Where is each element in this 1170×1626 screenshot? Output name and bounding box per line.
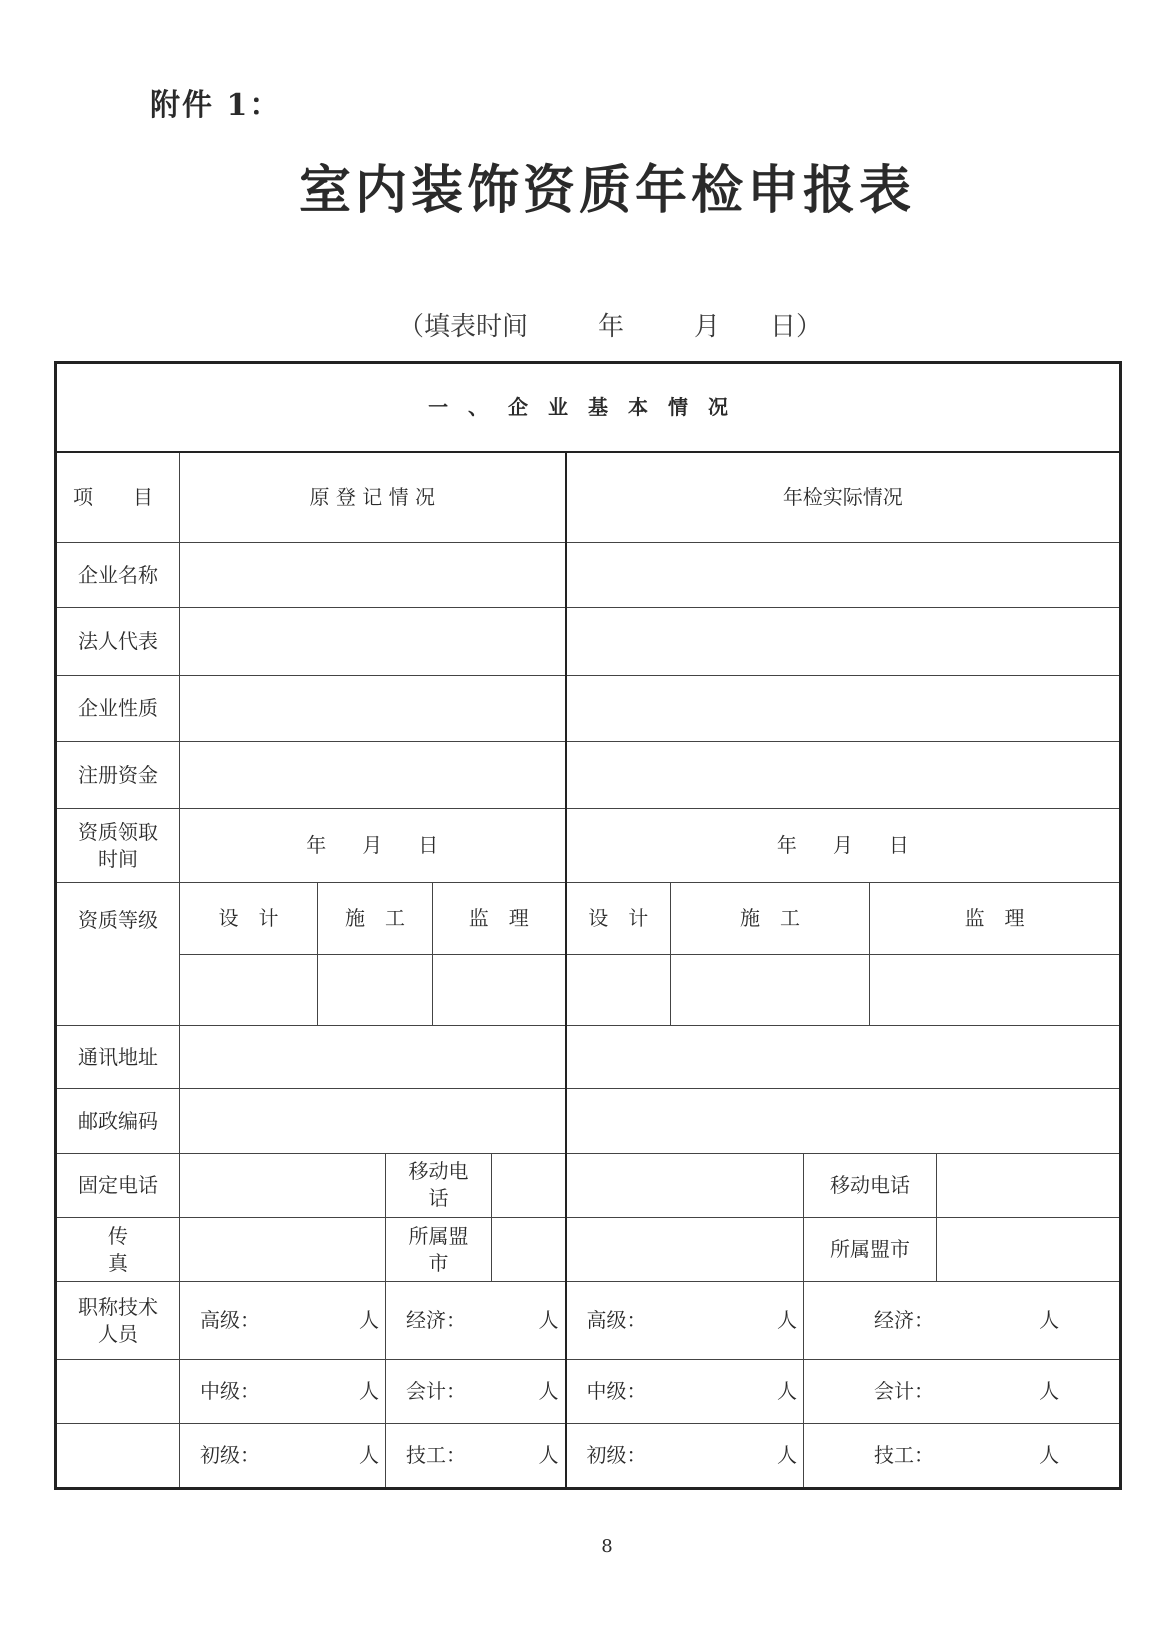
annual-middle-label: 中级： [586, 1379, 647, 1404]
annual-landline-cell[interactable] [566, 1153, 804, 1217]
original-cert-date-cell[interactable] [180, 809, 566, 883]
original-company-nature-cell[interactable] [180, 675, 566, 741]
original-junior-unit: 人 [359, 1443, 379, 1468]
row-label-legal-rep: 法人代表 [56, 608, 180, 675]
fill-time-year: 年 [598, 312, 625, 342]
annual-company-nature-cell[interactable] [566, 675, 1121, 741]
original-mobile-cell[interactable] [492, 1153, 566, 1217]
row-label-address: 通讯地址 [56, 1026, 180, 1089]
row-label-cert-level: 资质等级 [56, 883, 180, 1026]
annual-cert-year: 年 [776, 833, 797, 858]
annual-economic-unit: 人 [1039, 1308, 1060, 1333]
annual-accounting-label: 会计： [874, 1379, 934, 1404]
annual-senior-cell[interactable] [566, 1282, 804, 1360]
page-number: 8 [601, 1536, 613, 1557]
original-middle-unit: 人 [359, 1379, 379, 1404]
attachment-label: 附件 1： [150, 88, 282, 123]
row-label-postcode: 邮政编码 [56, 1089, 180, 1153]
section-title: 一、企业基本情况 [56, 363, 1121, 453]
row-label-registered-capital: 注册资金 [56, 742, 180, 809]
original-senior-cell[interactable] [180, 1282, 386, 1360]
original-economic-cell[interactable] [386, 1282, 566, 1360]
basic-info-table [54, 361, 1122, 1490]
annual-level-design-cell[interactable] [566, 954, 671, 1026]
original-senior-label: 高级： [200, 1308, 260, 1333]
column-header-annual: 年检实际情况 [566, 452, 1121, 542]
original-junior-label: 初级： [200, 1443, 260, 1468]
original-registered-capital-cell[interactable] [180, 742, 566, 809]
original-accounting-cell[interactable] [386, 1360, 566, 1424]
original-level-design-cell[interactable] [180, 954, 318, 1026]
row-label-fax: 传 真 [56, 1218, 180, 1282]
annual-technician-cell[interactable] [804, 1424, 1121, 1489]
original-technician-unit: 人 [538, 1443, 559, 1468]
annual-junior-label: 初级： [586, 1443, 647, 1468]
original-alliance-cell[interactable] [492, 1218, 566, 1282]
original-level-design-header: 设 计 [180, 883, 318, 955]
annual-mobile-label: 移动电话 [804, 1153, 937, 1217]
annual-alliance-label: 所属盟市 [804, 1218, 937, 1282]
annual-junior-cell[interactable] [566, 1424, 804, 1489]
original-legal-rep-cell[interactable] [180, 608, 566, 675]
annual-accounting-unit: 人 [1039, 1379, 1060, 1404]
original-accounting-unit: 人 [538, 1379, 559, 1404]
annual-cert-date-cell[interactable] [566, 809, 1121, 883]
original-cert-year: 年 [306, 833, 327, 858]
original-middle-cell[interactable] [180, 1360, 386, 1424]
original-middle-label: 中级： [200, 1379, 260, 1404]
annual-senior-label: 高级： [586, 1308, 647, 1333]
annual-alliance-cell[interactable] [937, 1218, 1121, 1282]
original-cert-day: 日 [418, 833, 439, 858]
annual-level-construct-header: 施 工 [671, 883, 870, 955]
fill-time-open: （填表时间 [398, 312, 529, 342]
fill-time-line [398, 306, 822, 343]
original-postcode-cell[interactable] [180, 1089, 566, 1153]
original-senior-unit: 人 [359, 1308, 379, 1333]
annual-legal-rep-cell[interactable] [566, 608, 1121, 675]
annual-accounting-cell[interactable] [804, 1360, 1121, 1424]
original-economic-label: 经济： [406, 1308, 466, 1333]
annual-economic-cell[interactable] [804, 1282, 1121, 1360]
row-label-landline: 固定电话 [56, 1153, 180, 1217]
original-alliance-label: 所属盟市 [386, 1218, 492, 1282]
original-level-supervise-cell[interactable] [433, 954, 566, 1026]
annual-address-cell[interactable] [566, 1026, 1121, 1089]
original-level-construct-cell[interactable] [318, 954, 433, 1026]
row-label-company-name: 企业名称 [56, 542, 180, 607]
row-label-staff: 职称技术人员 [56, 1282, 180, 1360]
annual-level-design-header: 设 计 [566, 883, 671, 955]
annual-level-supervise-cell[interactable] [870, 954, 1121, 1026]
annual-senior-unit: 人 [777, 1308, 797, 1333]
annual-cert-month: 月 [832, 833, 853, 858]
annual-middle-unit: 人 [777, 1379, 797, 1404]
original-cert-month: 月 [362, 833, 383, 858]
fill-time-month: 月 [694, 312, 721, 342]
row-label-cert-time: 资质领取时间 [56, 809, 180, 883]
original-company-name-cell[interactable] [180, 542, 566, 607]
staff-label-filler-2 [56, 1424, 180, 1489]
original-mobile-label: 移动电话 [386, 1153, 492, 1217]
column-header-original: 原 登 记 情 况 [180, 452, 566, 542]
original-level-construct-header: 施 工 [318, 883, 433, 955]
annual-cert-day: 日 [888, 833, 909, 858]
original-technician-cell[interactable] [386, 1424, 566, 1489]
annual-postcode-cell[interactable] [566, 1089, 1121, 1153]
annual-registered-capital-cell[interactable] [566, 742, 1121, 809]
staff-label-filler-1 [56, 1360, 180, 1424]
original-accounting-label: 会计： [406, 1379, 466, 1404]
original-level-supervise-header: 监 理 [433, 883, 566, 955]
form-title: 室内装饰资质年检申报表 [298, 160, 915, 221]
annual-economic-label: 经济： [874, 1308, 934, 1333]
annual-fax-cell[interactable] [566, 1218, 804, 1282]
original-technician-label: 技工： [406, 1443, 466, 1468]
annual-company-name-cell[interactable] [566, 542, 1121, 607]
original-fax-cell[interactable] [180, 1218, 386, 1282]
annual-technician-label: 技工： [874, 1443, 934, 1468]
annual-mobile-cell[interactable] [937, 1153, 1121, 1217]
annual-junior-unit: 人 [777, 1443, 797, 1468]
row-label-company-nature: 企业性质 [56, 675, 180, 741]
column-header-item: 项 目 [56, 452, 180, 542]
original-economic-unit: 人 [538, 1308, 559, 1333]
original-landline-cell[interactable] [180, 1153, 386, 1217]
annual-technician-unit: 人 [1039, 1443, 1060, 1468]
annual-level-supervise-header: 监 理 [870, 883, 1121, 955]
original-address-cell[interactable] [180, 1026, 566, 1089]
fill-time-day: 日） [770, 312, 823, 342]
annual-level-construct-cell[interactable] [671, 954, 870, 1026]
annual-middle-cell[interactable] [566, 1360, 804, 1424]
original-junior-cell[interactable] [180, 1424, 386, 1489]
